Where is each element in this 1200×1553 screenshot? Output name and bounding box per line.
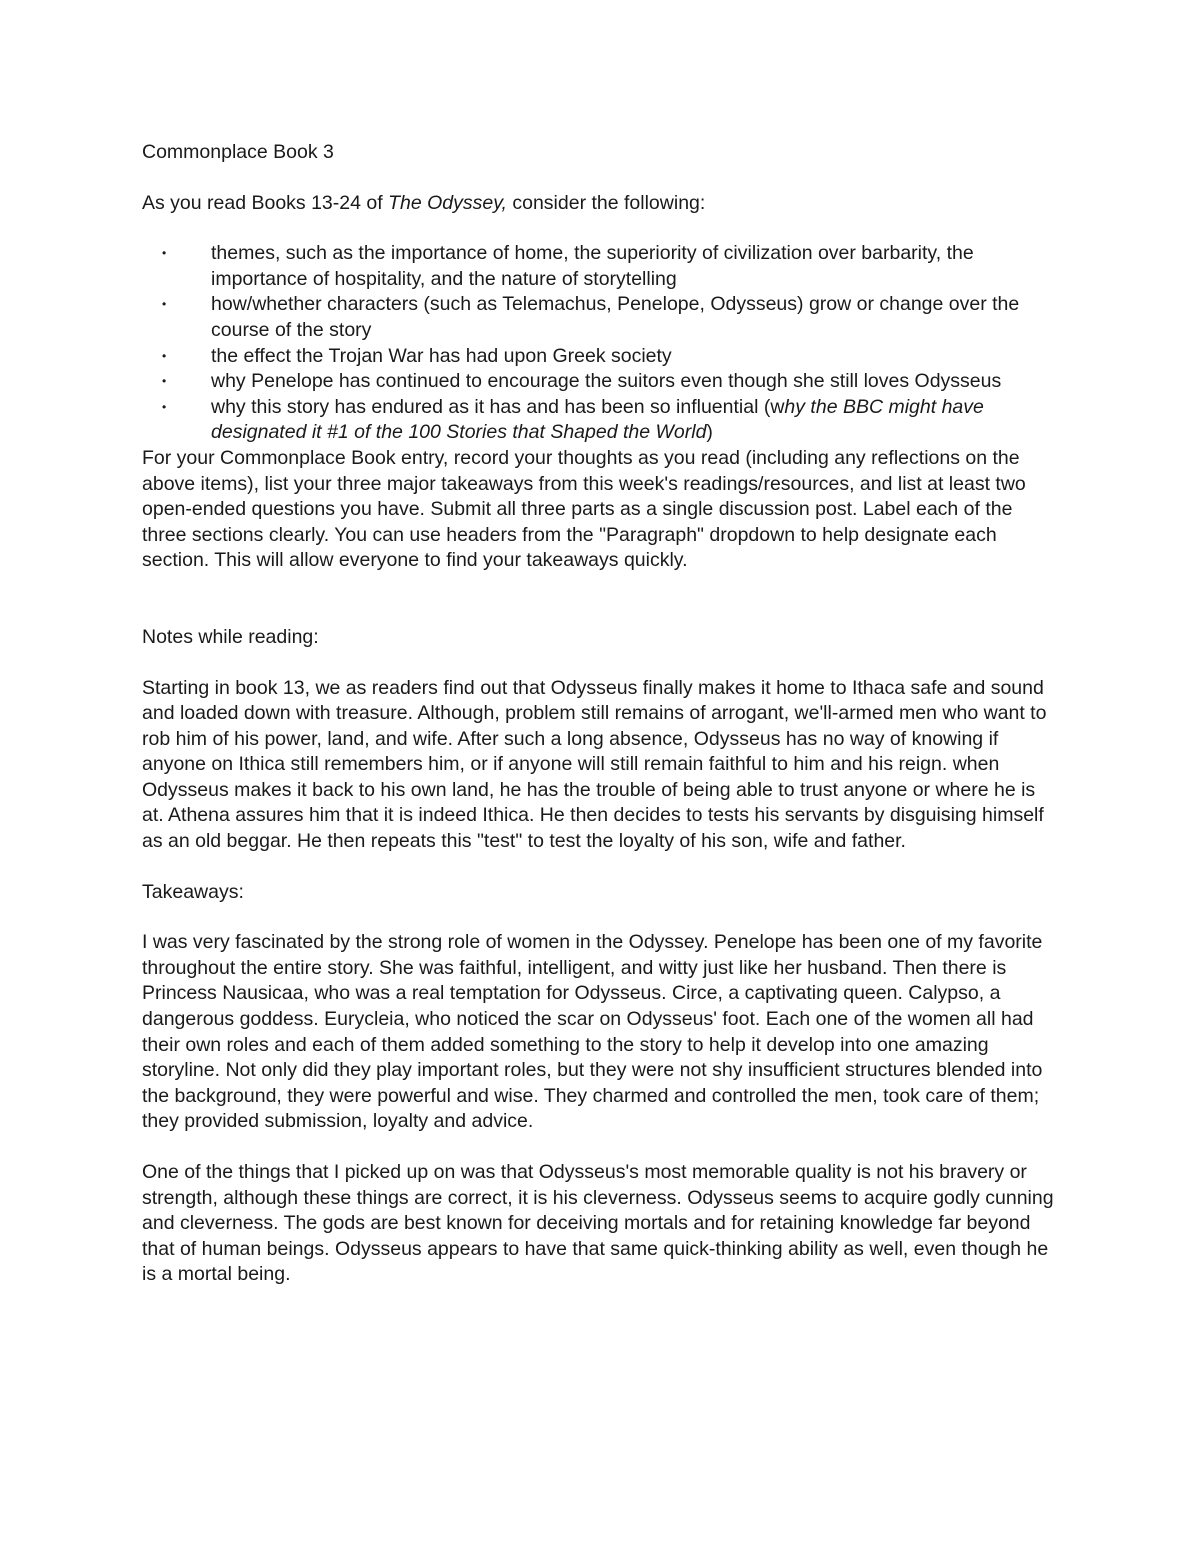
list-item-italic-text: hy the BBC might have designated it #1 of the 100 Stories that Shaped the World bbox=[211, 395, 984, 444]
list-item-text: why this story has endured as it has and has been so influential (w bbox=[211, 395, 785, 418]
intro-text-before: As you read Books 13-24 of bbox=[142, 191, 389, 214]
instructions-paragraph: For your Commonplace Book entry, record your thoughts as you read (including any reflections on the above items), list your three major takeaways from this week's readings/resources, and list at least two open-ended questions you have. Submit all three parts as a single discussion post. Label each of the three sections clearly. You can use headers from the "Paragraph" dropdown to help designate each section. This will allow everyone to find your takeaways quickly. bbox=[142, 446, 1026, 572]
intro-paragraph bbox=[142, 191, 1062, 217]
list-item-text-end: ) bbox=[706, 421, 713, 444]
takeaway-paragraph: I was very fascinated by the strong role of women in the Odyssey. Penelope has been one of my favorite throughout the entire story. She was faithful, intelligent, and witty just like her husband. Then there is Princess Nausicaa, who was a real temptation for Odysseus. Circe, a captivating queen. Calypso, a dangerous goddess. Eurycleia, who noticed the scar on Odysseus' foot. Each one of the women all had their own roles and each of them added something to the story to help it develop into one amazing storyline. Not only did they play important roles, but they were not shy insufficient structures blended into the background, they were powerful and wise. They charmed and controlled the men, took care of them; they provided submission, loyalty and advice. bbox=[142, 931, 1043, 1133]
document-page bbox=[142, 140, 1062, 1313]
notes-heading: Notes while reading: bbox=[142, 625, 319, 648]
list-item bbox=[142, 292, 1062, 343]
list-item-text: themes, such as the importance of home, the superiority of civilization over barbarity, the importance of hospitality, and the nature of storytelling bbox=[211, 242, 974, 290]
bullet-icon: • bbox=[162, 348, 167, 363]
bullet-icon: • bbox=[162, 246, 167, 261]
topics-list bbox=[142, 241, 1062, 446]
takeaway-paragraph: One of the things that I picked up on was that Odysseus's most memorable quality is not his bravery or strength, although these things are correct, it is his cleverness. Odysseus seems to acquire godly cunning and cleverness. The gods are best known for deceiving mortals and for retaining knowledge far beyond that of human beings. Odysseus appears to have that same quick-thinking ability as well, even though he is a mortal being. bbox=[142, 1161, 1054, 1286]
takeaways-heading: Takeaways: bbox=[142, 880, 244, 903]
bullet-icon: • bbox=[162, 399, 167, 414]
list-item bbox=[142, 395, 1062, 446]
list-item-text: why Penelope has continued to encourage the suitors even though she still loves Odysseus bbox=[211, 370, 1002, 393]
bullet-icon: • bbox=[162, 297, 167, 312]
book-title: The Odyssey, bbox=[388, 191, 507, 214]
notes-body: Starting in book 13, we as readers find out that Odysseus finally makes it home to Ithaca safe and sound and loaded down with treasure. Although, problem still remains of arrogant, we'll-armed men who want to rob him of his power, land, and wife. After such a long absence, Odysseus has no way of knowing if anyone on Ithica still remembers him, or if anyone will still remain faithful to him and his reign. when Odysseus makes it back to his own land, he has the trouble of being able to trust anyone or where he is at. Athena assures him that it is indeed Ithica. He then decides to tests his servants by disguising himself as an old beggar. He then repeats this "test" to test the loyalty of his son, wife and father. bbox=[142, 676, 1047, 853]
list-item-text: how/whether characters (such as Telemachus, Penelope, Odysseus) grow or change over the course of the story bbox=[211, 293, 1020, 341]
list-item bbox=[142, 369, 1062, 395]
intro-text-after: consider the following: bbox=[506, 191, 706, 214]
list-item bbox=[142, 241, 1062, 292]
document-title: Commonplace Book 3 bbox=[142, 141, 334, 163]
bullet-icon: • bbox=[162, 374, 167, 389]
list-item-text: the effect the Trojan War has had upon Greek society bbox=[211, 344, 672, 367]
list-item bbox=[142, 344, 1062, 370]
